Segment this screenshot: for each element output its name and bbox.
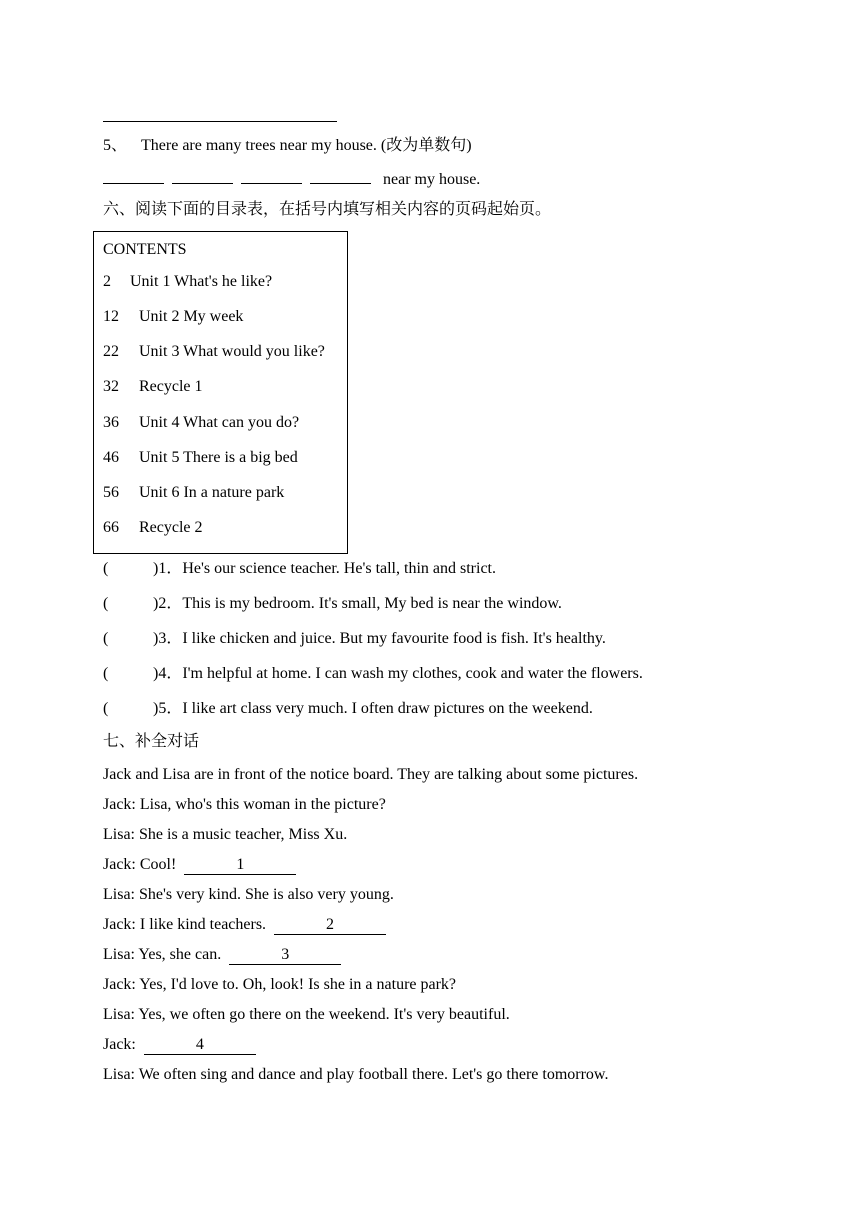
toc-title: Recycle 1 bbox=[139, 378, 203, 395]
rewrite-item-number: 5、 bbox=[103, 137, 128, 154]
dialogue-blank[interactable]: 3 bbox=[229, 946, 341, 965]
page-match-question bbox=[103, 559, 496, 579]
toc-row bbox=[103, 483, 284, 503]
toc-row bbox=[103, 518, 203, 538]
page-match-question bbox=[103, 699, 593, 719]
dialogue-blank[interactable]: 2 bbox=[274, 916, 386, 935]
answer-blank[interactable] bbox=[310, 169, 371, 184]
question-text: )1．He's our science teacher. He's tall, thin and strict. bbox=[153, 560, 496, 577]
question-text: )2．This is my bedroom. It's small, My bed is near the window. bbox=[153, 595, 562, 612]
toc-row bbox=[103, 272, 272, 292]
toc-page: 66 bbox=[103, 519, 119, 536]
toc-title: Unit 4 What can you do? bbox=[139, 414, 300, 431]
dialogue-line bbox=[103, 855, 296, 875]
answer-blank[interactable] bbox=[172, 169, 233, 184]
dialogue-line bbox=[103, 1065, 608, 1085]
rewrite-sentence: There are many trees near my house. (改为单数句) bbox=[141, 137, 472, 154]
toc-page: 32 bbox=[103, 378, 119, 395]
question-text: )4．I'm helpful at home. I can wash my clothes, cook and water the flowers. bbox=[153, 665, 643, 682]
page-match-question bbox=[103, 629, 606, 649]
toc-title: Unit 6 In a nature park bbox=[139, 484, 285, 501]
previous-answer-line bbox=[103, 121, 337, 122]
toc-row bbox=[103, 413, 299, 433]
dialogue-line bbox=[103, 885, 394, 905]
dialogue-text: Jack: I like kind teachers. bbox=[103, 916, 267, 933]
page-match-question bbox=[103, 664, 643, 684]
toc-page: 46 bbox=[103, 449, 119, 466]
dialogue-text: Jack: Cool! bbox=[103, 856, 177, 873]
dialogue-line bbox=[103, 915, 386, 935]
answer-blank[interactable] bbox=[241, 169, 302, 184]
rewrite-question bbox=[103, 136, 472, 156]
toc-row bbox=[103, 307, 243, 327]
dialogue-line bbox=[103, 1005, 510, 1025]
section7-title: 七、补全对话 bbox=[103, 733, 200, 750]
toc-title: Unit 2 My week bbox=[139, 308, 244, 325]
answer-paren[interactable]: ( bbox=[103, 560, 109, 577]
dialogue-text: Jack: bbox=[103, 1036, 136, 1053]
toc-title: Unit 3 What would you like? bbox=[139, 343, 325, 360]
dialogue-line bbox=[103, 1035, 256, 1055]
contents-title: CONTENTS bbox=[103, 241, 187, 258]
dialogue-line bbox=[103, 945, 341, 965]
dialogue-text: Lisa: She is a music teacher, Miss Xu. bbox=[103, 826, 348, 843]
rewrite-answer-line bbox=[103, 169, 480, 190]
answer-paren[interactable]: ( bbox=[103, 665, 109, 682]
dialogue-text: Jack: Yes, I'd love to. Oh, look! Is she in a nature park? bbox=[103, 976, 457, 993]
answer-paren[interactable]: ( bbox=[103, 595, 109, 612]
toc-page: 2 bbox=[103, 273, 111, 290]
answer-paren[interactable]: ( bbox=[103, 700, 109, 717]
toc-page: 12 bbox=[103, 308, 119, 325]
page-match-question bbox=[103, 594, 562, 614]
dialogue-intro: Jack and Lisa are in front of the notice board. They are talking about some pictures. bbox=[103, 766, 639, 783]
toc-page: 36 bbox=[103, 414, 119, 431]
toc-page: 56 bbox=[103, 484, 119, 501]
answer-paren[interactable]: ( bbox=[103, 630, 109, 647]
dialogue-blank[interactable]: 4 bbox=[144, 1036, 256, 1055]
toc-title: Unit 1 What's he like? bbox=[130, 273, 273, 290]
toc-title: Unit 5 There is a big bed bbox=[139, 449, 298, 466]
answer-blank[interactable] bbox=[103, 169, 164, 184]
section6-title: 六、阅读下面的目录表，在括号内填写相关内容的页码起始页。 bbox=[103, 201, 552, 218]
toc-row bbox=[103, 377, 203, 397]
question-text: )5．I like art class very much. I often draw pictures on the weekend. bbox=[153, 700, 593, 717]
dialogue-text: Lisa: We often sing and dance and play football there. Let's go there tomorrow. bbox=[103, 1066, 609, 1083]
toc-row bbox=[103, 342, 325, 362]
dialogue-text: Jack: Lisa, who's this woman in the picture? bbox=[103, 796, 386, 813]
toc-row bbox=[103, 448, 298, 468]
dialogue-blank[interactable]: 1 bbox=[184, 856, 296, 875]
toc-title: Recycle 2 bbox=[139, 519, 203, 536]
dialogue-line bbox=[103, 795, 386, 815]
contents-table bbox=[93, 231, 348, 554]
dialogue-text: Lisa: Yes, we often go there on the weekend. It's very beautiful. bbox=[103, 1006, 510, 1023]
dialogue-line bbox=[103, 825, 347, 845]
toc-page: 22 bbox=[103, 343, 119, 360]
dialogue-text: Lisa: She's very kind. She is also very young. bbox=[103, 886, 394, 903]
question-text: )3．I like chicken and juice. But my favourite food is fish. It's healthy. bbox=[153, 630, 606, 647]
dialogue-line bbox=[103, 975, 456, 995]
rewrite-answer-tail: near my house. bbox=[383, 171, 481, 188]
dialogue-text: Lisa: Yes, she can. bbox=[103, 946, 222, 963]
